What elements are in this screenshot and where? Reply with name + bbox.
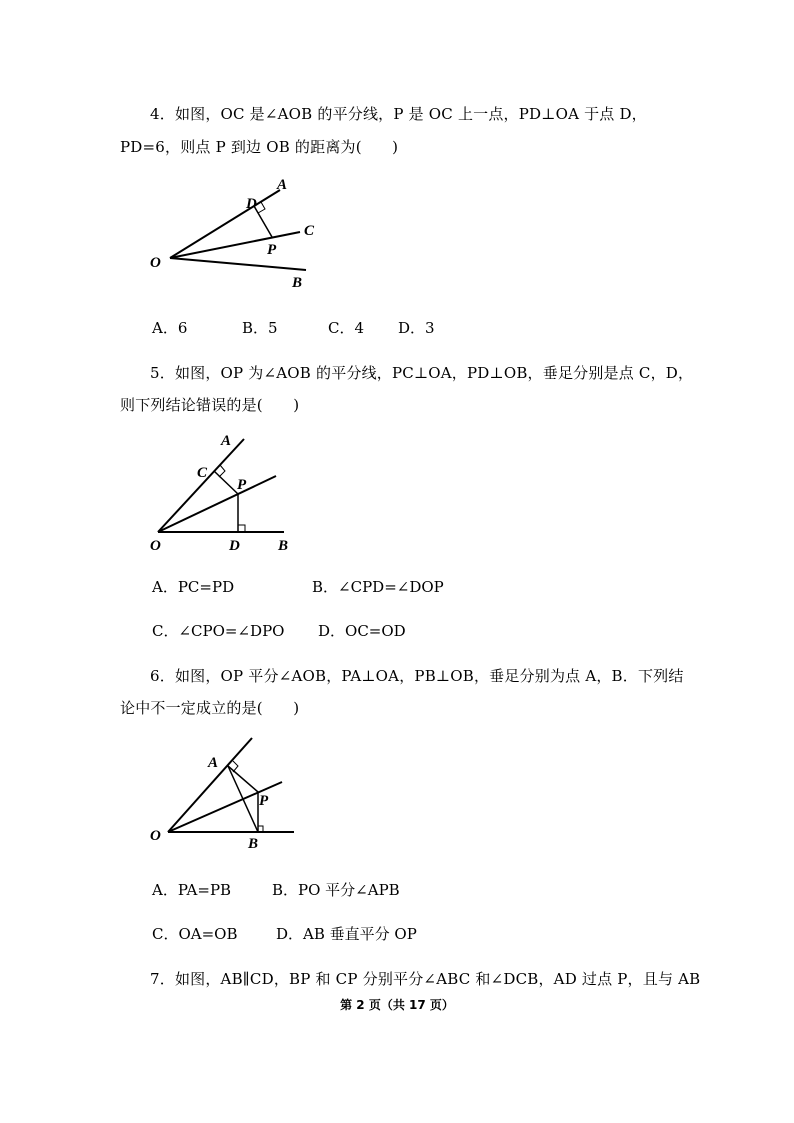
q4-stem-line2: PD=6，则点 P 到边 OB 的距离为( )	[120, 138, 399, 156]
q6-segment-pa	[228, 766, 258, 792]
q4-figure	[140, 170, 340, 300]
q6-option-b[interactable]: B．PO 平分∠APB	[272, 881, 400, 899]
q5-stem-line2: 则下列结论错误的是( )	[120, 396, 300, 414]
q4-label-p: P	[267, 242, 277, 258]
q4-option-a[interactable]: A．6	[152, 319, 188, 337]
q5-label-p: P	[237, 477, 247, 493]
q4-stem-line1: 4．如图，OC 是∠AOB 的平分线，P 是 OC 上一点，PD⊥OA 于点 D，	[150, 105, 647, 123]
q7-stem-line1: 7．如图，AB∥CD，BP 和 CP 分别平分∠ABC 和∠DCB，AD 过点 P，且与 AB	[150, 970, 701, 988]
q5-label-o: O	[150, 538, 161, 554]
q4-label-d: D	[246, 196, 257, 212]
q6-option-d[interactable]: D．AB 垂直平分 OP	[276, 925, 417, 943]
q5-option-a[interactable]: A．PC=PD	[152, 578, 235, 596]
q5-option-d[interactable]: D．OC=OD	[318, 622, 406, 640]
q5-option-b[interactable]: B．∠CPD=∠DOP	[312, 578, 444, 596]
q4-label-o: O	[150, 255, 161, 271]
q6-label-a: A	[208, 755, 219, 771]
q4-option-d[interactable]: D．3	[398, 319, 435, 337]
q4-label-b: B	[292, 275, 303, 291]
q5-label-d: D	[229, 538, 240, 554]
q4-option-c[interactable]: C．4	[328, 319, 365, 337]
q6-ray-oa	[168, 738, 252, 832]
q4-label-a: A	[277, 177, 288, 193]
q4-label-c: C	[304, 223, 315, 239]
q5-right-angle-c	[219, 465, 225, 477]
q6-label-o: O	[150, 828, 161, 844]
q5-figure	[140, 425, 320, 555]
q4-option-b[interactable]: B．5	[242, 319, 278, 337]
q5-ray-op	[158, 476, 276, 532]
q6-label-b: B	[248, 836, 259, 852]
q6-figure	[140, 730, 320, 860]
q5-option-c[interactable]: C．∠CPO=∠DPO	[152, 622, 285, 640]
q6-label-p: P	[259, 793, 269, 809]
q5-label-a: A	[221, 433, 232, 449]
q4-ray-ob	[170, 258, 306, 270]
q5-label-b: B	[278, 538, 289, 554]
q6-stem-line1: 6．如图，OP 平分∠AOB，PA⊥OA，PB⊥OB，垂足分别为点 A，B．下列结	[150, 667, 684, 685]
q5-label-c: C	[197, 465, 208, 481]
q6-segment-ab	[228, 766, 258, 832]
q5-segment-pc	[214, 471, 238, 494]
q6-option-a[interactable]: A．PA=PB	[152, 881, 232, 899]
q5-ray-oa	[158, 439, 244, 532]
q6-option-c[interactable]: C．OA=OB	[152, 925, 238, 943]
q6-right-angle-a	[233, 761, 238, 772]
page-footer: 第 2 页（共 17 页）	[340, 998, 454, 1012]
q5-right-angle-d	[238, 525, 245, 532]
q6-stem-line2: 论中不一定成立的是( )	[120, 699, 300, 717]
q5-stem-line1: 5．如图，OP 为∠AOB 的平分线，PC⊥OA，PD⊥OB，垂足分别是点 C，D，	[150, 364, 694, 382]
